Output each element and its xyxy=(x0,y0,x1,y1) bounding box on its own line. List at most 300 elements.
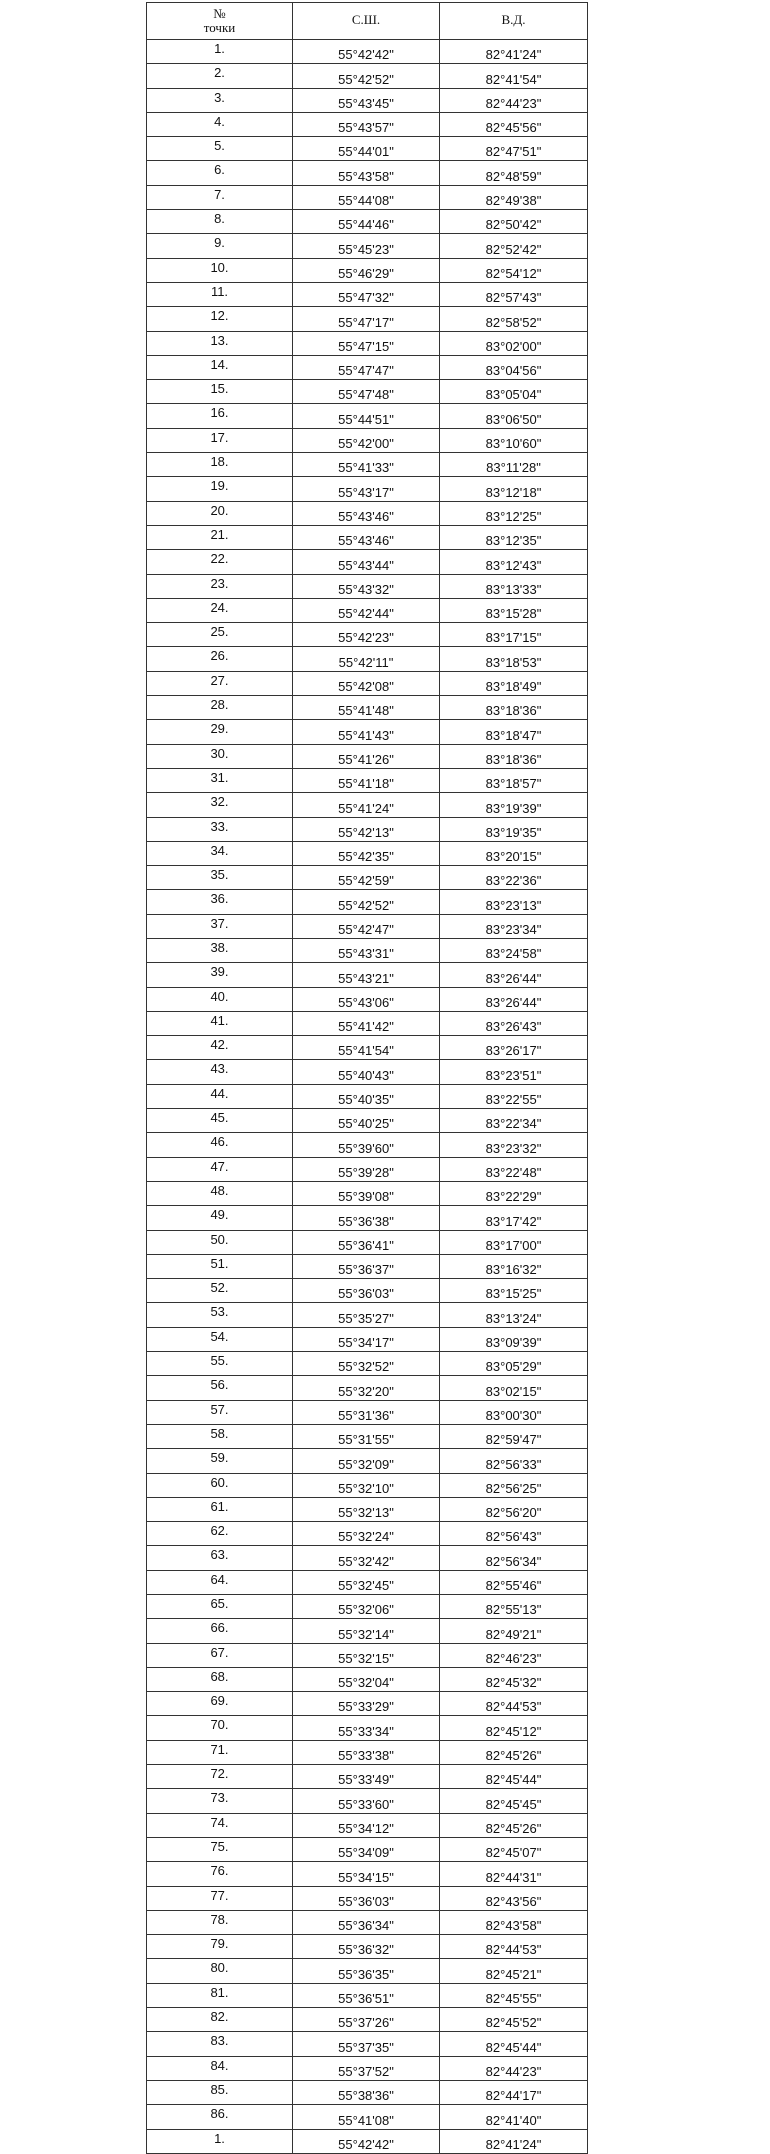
table-row xyxy=(147,355,588,379)
table-row xyxy=(147,1206,588,1230)
table-row xyxy=(147,817,588,841)
latitude-cell: 55°43'44" xyxy=(293,550,440,574)
point-number-cell: 17. xyxy=(147,428,293,452)
longitude-cell: 83°26'44" xyxy=(440,963,588,987)
point-number-cell: 45. xyxy=(147,1109,293,1133)
longitude-cell: 83°15'25" xyxy=(440,1279,588,1303)
table-row xyxy=(147,453,588,477)
latitude-cell: 55°40'25" xyxy=(293,1109,440,1133)
point-number-cell: 78. xyxy=(147,1910,293,1934)
point-number-cell: 86. xyxy=(147,2105,293,2129)
latitude-cell: 55°35'27" xyxy=(293,1303,440,1327)
longitude-cell: 82°41'54" xyxy=(440,64,588,88)
point-number-cell: 28. xyxy=(147,696,293,720)
latitude-cell: 55°43'17" xyxy=(293,477,440,501)
latitude-cell: 55°42'59" xyxy=(293,866,440,890)
point-number-cell: 12. xyxy=(147,307,293,331)
point-number-cell: 60. xyxy=(147,1473,293,1497)
point-number-cell: 18. xyxy=(147,453,293,477)
latitude-cell: 55°37'26" xyxy=(293,2008,440,2032)
latitude-cell: 55°47'15" xyxy=(293,331,440,355)
latitude-cell: 55°32'15" xyxy=(293,1643,440,1667)
latitude-cell: 55°41'08" xyxy=(293,2105,440,2129)
longitude-cell: 82°49'38" xyxy=(440,185,588,209)
point-number-cell: 16. xyxy=(147,404,293,428)
table-row xyxy=(147,1619,588,1643)
latitude-cell: 55°42'42" xyxy=(293,2129,440,2153)
longitude-cell: 83°26'43" xyxy=(440,1011,588,1035)
point-number-cell: 58. xyxy=(147,1424,293,1448)
point-number-cell: 30. xyxy=(147,744,293,768)
point-number-cell: 49. xyxy=(147,1206,293,1230)
point-number-cell: 1. xyxy=(147,40,293,64)
latitude-cell: 55°36'37" xyxy=(293,1254,440,1278)
point-number-cell: 24. xyxy=(147,598,293,622)
longitude-cell: 82°52'42" xyxy=(440,234,588,258)
point-number-cell: 83. xyxy=(147,2032,293,2056)
latitude-cell: 55°43'46" xyxy=(293,501,440,525)
latitude-cell: 55°39'28" xyxy=(293,1157,440,1181)
point-number-cell: 67. xyxy=(147,1643,293,1667)
latitude-cell: 55°32'06" xyxy=(293,1595,440,1619)
table-row xyxy=(147,1352,588,1376)
latitude-cell: 55°33'29" xyxy=(293,1692,440,1716)
longitude-cell: 82°49'21" xyxy=(440,1619,588,1643)
table-row xyxy=(147,793,588,817)
point-number-cell: 84. xyxy=(147,2056,293,2080)
table-row xyxy=(147,1133,588,1157)
table-row xyxy=(147,744,588,768)
table-row xyxy=(147,1667,588,1691)
point-number-cell: 36. xyxy=(147,890,293,914)
header-row xyxy=(147,3,588,40)
latitude-cell: 55°44'46" xyxy=(293,210,440,234)
longitude-cell: 82°45'55" xyxy=(440,1983,588,2007)
latitude-cell: 55°41'42" xyxy=(293,1011,440,1035)
latitude-cell: 55°32'42" xyxy=(293,1546,440,1570)
point-number-cell: 80. xyxy=(147,1959,293,1983)
point-number-cell: 39. xyxy=(147,963,293,987)
table-row xyxy=(147,574,588,598)
table-row xyxy=(147,282,588,306)
longitude-cell: 82°54'12" xyxy=(440,258,588,282)
point-number-cell: 9. xyxy=(147,234,293,258)
longitude-cell: 83°15'28" xyxy=(440,598,588,622)
point-number-cell: 27. xyxy=(147,671,293,695)
longitude-cell: 83°23'34" xyxy=(440,914,588,938)
longitude-cell: 83°18'36" xyxy=(440,744,588,768)
point-number-cell: 34. xyxy=(147,841,293,865)
longitude-cell: 83°23'13" xyxy=(440,890,588,914)
latitude-cell: 55°47'17" xyxy=(293,307,440,331)
longitude-cell: 83°22'55" xyxy=(440,1084,588,1108)
table-row xyxy=(147,1376,588,1400)
table-row xyxy=(147,550,588,574)
point-number-cell: 46. xyxy=(147,1133,293,1157)
longitude-cell: 83°24'58" xyxy=(440,938,588,962)
latitude-cell: 55°41'18" xyxy=(293,768,440,792)
longitude-cell: 83°12'35" xyxy=(440,525,588,549)
point-number-header-label: точки xyxy=(203,20,236,35)
latitude-cell: 55°36'32" xyxy=(293,1935,440,1959)
point-number-cell: 19. xyxy=(147,477,293,501)
table-row xyxy=(147,623,588,647)
point-number-cell: 23. xyxy=(147,574,293,598)
point-number-cell: 33. xyxy=(147,817,293,841)
point-number-cell: 55. xyxy=(147,1352,293,1376)
table-row xyxy=(147,1230,588,1254)
longitude-cell: 83°10'60" xyxy=(440,428,588,452)
point-number-cell: 50. xyxy=(147,1230,293,1254)
point-number-cell: 43. xyxy=(147,1060,293,1084)
table-row xyxy=(147,525,588,549)
table-row xyxy=(147,137,588,161)
table-row xyxy=(147,720,588,744)
table-row xyxy=(147,1959,588,1983)
longitude-cell: 83°12'25" xyxy=(440,501,588,525)
point-number-cell: 4. xyxy=(147,112,293,136)
longitude-cell: 82°45'26" xyxy=(440,1740,588,1764)
table-row xyxy=(147,1060,588,1084)
longitude-cell: 82°44'23" xyxy=(440,2056,588,2080)
longitude-cell: 82°59'47" xyxy=(440,1424,588,1448)
longitude-cell: 83°26'17" xyxy=(440,1036,588,1060)
longitude-cell: 83°11'28" xyxy=(440,453,588,477)
point-number-cell: 77. xyxy=(147,1886,293,1910)
point-number-cell: 41. xyxy=(147,1011,293,1035)
table-row xyxy=(147,841,588,865)
latitude-cell: 55°34'09" xyxy=(293,1837,440,1861)
longitude-cell: 83°17'00" xyxy=(440,1230,588,1254)
table-row xyxy=(147,2032,588,2056)
latitude-cell: 55°32'45" xyxy=(293,1570,440,1594)
longitude-cell: 83°02'15" xyxy=(440,1376,588,1400)
table-row xyxy=(147,1886,588,1910)
latitude-cell: 55°33'38" xyxy=(293,1740,440,1764)
longitude-cell: 82°41'24" xyxy=(440,2129,588,2153)
point-number-cell: 52. xyxy=(147,1279,293,1303)
table-row xyxy=(147,307,588,331)
latitude-cell: 55°32'10" xyxy=(293,1473,440,1497)
latitude-cell: 55°42'08" xyxy=(293,671,440,695)
point-number-cell: 66. xyxy=(147,1619,293,1643)
latitude-cell: 55°42'13" xyxy=(293,817,440,841)
table-row xyxy=(147,2105,588,2129)
latitude-cell: 55°31'36" xyxy=(293,1400,440,1424)
point-number-cell: 57. xyxy=(147,1400,293,1424)
point-number-cell: 71. xyxy=(147,1740,293,1764)
latitude-cell: 55°32'20" xyxy=(293,1376,440,1400)
table-body xyxy=(147,40,588,2154)
table-row xyxy=(147,598,588,622)
table-row xyxy=(147,1813,588,1837)
latitude-cell: 55°36'51" xyxy=(293,1983,440,2007)
table-row xyxy=(147,185,588,209)
table-row xyxy=(147,2008,588,2032)
latitude-cell: 55°40'35" xyxy=(293,1084,440,1108)
longitude-header: В.Д. xyxy=(440,3,588,40)
longitude-cell: 82°45'12" xyxy=(440,1716,588,1740)
longitude-cell: 82°56'43" xyxy=(440,1522,588,1546)
table-row xyxy=(147,1570,588,1594)
longitude-cell: 82°56'20" xyxy=(440,1497,588,1521)
point-number-cell: 53. xyxy=(147,1303,293,1327)
point-number-cell: 2. xyxy=(147,64,293,88)
latitude-cell: 55°41'33" xyxy=(293,453,440,477)
latitude-cell: 55°42'00" xyxy=(293,428,440,452)
point-number-cell: 51. xyxy=(147,1254,293,1278)
longitude-cell: 83°04'56" xyxy=(440,355,588,379)
table-row xyxy=(147,1036,588,1060)
longitude-cell: 83°18'53" xyxy=(440,647,588,671)
table-row xyxy=(147,40,588,64)
longitude-cell: 82°58'52" xyxy=(440,307,588,331)
longitude-cell: 83°17'42" xyxy=(440,1206,588,1230)
longitude-cell: 82°56'34" xyxy=(440,1546,588,1570)
longitude-cell: 83°22'29" xyxy=(440,1181,588,1205)
point-number-cell: 21. xyxy=(147,525,293,549)
latitude-cell: 55°42'42" xyxy=(293,40,440,64)
point-number-cell: 7. xyxy=(147,185,293,209)
latitude-cell: 55°43'21" xyxy=(293,963,440,987)
longitude-cell: 83°00'30" xyxy=(440,1400,588,1424)
point-number-cell: 3. xyxy=(147,88,293,112)
latitude-cell: 55°34'15" xyxy=(293,1862,440,1886)
point-number-cell: 40. xyxy=(147,987,293,1011)
latitude-cell: 55°41'54" xyxy=(293,1036,440,1060)
latitude-cell: 55°42'35" xyxy=(293,841,440,865)
latitude-cell: 55°32'24" xyxy=(293,1522,440,1546)
point-number-cell: 35. xyxy=(147,866,293,890)
latitude-cell: 55°43'06" xyxy=(293,987,440,1011)
table-row xyxy=(147,234,588,258)
table-row xyxy=(147,1497,588,1521)
point-number-cell: 81. xyxy=(147,1983,293,2007)
longitude-cell: 83°18'47" xyxy=(440,720,588,744)
point-number-cell: 76. xyxy=(147,1862,293,1886)
point-number-cell: 85. xyxy=(147,2080,293,2104)
point-number-cell: 15. xyxy=(147,380,293,404)
point-number-cell: 44. xyxy=(147,1084,293,1108)
longitude-cell: 82°56'25" xyxy=(440,1473,588,1497)
table-row xyxy=(147,2056,588,2080)
table-row xyxy=(147,64,588,88)
table-row xyxy=(147,1643,588,1667)
table-row xyxy=(147,210,588,234)
point-number-cell: 65. xyxy=(147,1595,293,1619)
table-row xyxy=(147,890,588,914)
latitude-cell: 55°44'01" xyxy=(293,137,440,161)
latitude-cell: 55°32'14" xyxy=(293,1619,440,1643)
point-number-cell: 70. xyxy=(147,1716,293,1740)
point-number-cell: 22. xyxy=(147,550,293,574)
longitude-cell: 83°18'49" xyxy=(440,671,588,695)
table-row xyxy=(147,112,588,136)
table-row xyxy=(147,2129,588,2153)
table-row xyxy=(147,1157,588,1181)
latitude-cell: 55°43'57" xyxy=(293,112,440,136)
latitude-cell: 55°44'08" xyxy=(293,185,440,209)
longitude-cell: 82°57'43" xyxy=(440,282,588,306)
latitude-cell: 55°43'32" xyxy=(293,574,440,598)
longitude-cell: 83°13'33" xyxy=(440,574,588,598)
longitude-cell: 82°41'40" xyxy=(440,2105,588,2129)
longitude-cell: 82°44'53" xyxy=(440,1692,588,1716)
latitude-cell: 55°41'24" xyxy=(293,793,440,817)
longitude-cell: 83°16'32" xyxy=(440,1254,588,1278)
latitude-cell: 55°37'35" xyxy=(293,2032,440,2056)
point-number-cell: 31. xyxy=(147,768,293,792)
table-row xyxy=(147,1011,588,1035)
latitude-cell: 55°45'23" xyxy=(293,234,440,258)
latitude-cell: 55°36'03" xyxy=(293,1279,440,1303)
longitude-cell: 82°45'44" xyxy=(440,2032,588,2056)
latitude-cell: 55°42'11" xyxy=(293,647,440,671)
point-number-cell: 63. xyxy=(147,1546,293,1570)
latitude-cell: 55°36'34" xyxy=(293,1910,440,1934)
longitude-cell: 83°19'35" xyxy=(440,817,588,841)
table-row xyxy=(147,1109,588,1133)
longitude-cell: 82°45'52" xyxy=(440,2008,588,2032)
table-row xyxy=(147,501,588,525)
longitude-cell: 83°22'34" xyxy=(440,1109,588,1133)
table-row xyxy=(147,647,588,671)
latitude-cell: 55°36'03" xyxy=(293,1886,440,1910)
point-number-cell: 62. xyxy=(147,1522,293,1546)
point-number-header xyxy=(147,3,293,40)
latitude-cell: 55°43'45" xyxy=(293,88,440,112)
point-number-cell: 10. xyxy=(147,258,293,282)
longitude-cell: 82°45'32" xyxy=(440,1667,588,1691)
latitude-cell: 55°42'52" xyxy=(293,890,440,914)
longitude-cell: 82°44'53" xyxy=(440,1935,588,1959)
point-number-cell: 64. xyxy=(147,1570,293,1594)
point-number-cell: 20. xyxy=(147,501,293,525)
table-row xyxy=(147,258,588,282)
point-number-cell: 47. xyxy=(147,1157,293,1181)
longitude-cell: 82°47'51" xyxy=(440,137,588,161)
longitude-cell: 83°05'29" xyxy=(440,1352,588,1376)
point-number-cell: 68. xyxy=(147,1667,293,1691)
longitude-cell: 82°55'13" xyxy=(440,1595,588,1619)
point-number-cell: 48. xyxy=(147,1181,293,1205)
point-number-cell: 37. xyxy=(147,914,293,938)
longitude-cell: 83°09'39" xyxy=(440,1327,588,1351)
point-number-cell: 38. xyxy=(147,938,293,962)
latitude-cell: 55°42'44" xyxy=(293,598,440,622)
table-row xyxy=(147,987,588,1011)
longitude-cell: 82°45'26" xyxy=(440,1813,588,1837)
table-row xyxy=(147,88,588,112)
latitude-cell: 55°43'46" xyxy=(293,525,440,549)
longitude-cell: 83°23'51" xyxy=(440,1060,588,1084)
longitude-cell: 82°45'21" xyxy=(440,1959,588,1983)
point-number-cell: 61. xyxy=(147,1497,293,1521)
latitude-cell: 55°47'48" xyxy=(293,380,440,404)
latitude-cell: 55°41'26" xyxy=(293,744,440,768)
longitude-cell: 82°55'46" xyxy=(440,1570,588,1594)
longitude-cell: 83°12'18" xyxy=(440,477,588,501)
longitude-cell: 82°43'56" xyxy=(440,1886,588,1910)
longitude-cell: 83°13'24" xyxy=(440,1303,588,1327)
point-number-cell: 69. xyxy=(147,1692,293,1716)
table-row xyxy=(147,1400,588,1424)
latitude-cell: 55°36'41" xyxy=(293,1230,440,1254)
table-header xyxy=(147,3,588,40)
latitude-cell: 55°33'34" xyxy=(293,1716,440,1740)
longitude-cell: 83°12'43" xyxy=(440,550,588,574)
table-row xyxy=(147,768,588,792)
table-row xyxy=(147,428,588,452)
table-row xyxy=(147,914,588,938)
latitude-cell: 55°40'43" xyxy=(293,1060,440,1084)
table-row xyxy=(147,1862,588,1886)
latitude-cell: 55°39'08" xyxy=(293,1181,440,1205)
point-number-cell: 56. xyxy=(147,1376,293,1400)
latitude-cell: 55°33'60" xyxy=(293,1789,440,1813)
point-number-cell: 25. xyxy=(147,623,293,647)
latitude-cell: 55°47'47" xyxy=(293,355,440,379)
table-row xyxy=(147,1789,588,1813)
table-row xyxy=(147,2080,588,2104)
table-row xyxy=(147,331,588,355)
point-number-cell: 5. xyxy=(147,137,293,161)
point-number-cell: 1. xyxy=(147,2129,293,2153)
latitude-cell: 55°42'52" xyxy=(293,64,440,88)
latitude-cell: 55°32'13" xyxy=(293,1497,440,1521)
table-row xyxy=(147,696,588,720)
table-row xyxy=(147,161,588,185)
table-row xyxy=(147,1522,588,1546)
longitude-cell: 82°45'07" xyxy=(440,1837,588,1861)
point-number-cell: 32. xyxy=(147,793,293,817)
longitude-cell: 83°23'32" xyxy=(440,1133,588,1157)
longitude-cell: 82°46'23" xyxy=(440,1643,588,1667)
latitude-cell: 55°34'12" xyxy=(293,1813,440,1837)
point-number-cell: 74. xyxy=(147,1813,293,1837)
point-number-cell: 14. xyxy=(147,355,293,379)
longitude-cell: 82°44'17" xyxy=(440,2080,588,2104)
latitude-cell: 55°47'32" xyxy=(293,282,440,306)
table-row xyxy=(147,1910,588,1934)
longitude-cell: 83°02'00" xyxy=(440,331,588,355)
table-row xyxy=(147,1424,588,1448)
table-row xyxy=(147,1181,588,1205)
latitude-cell: 55°36'38" xyxy=(293,1206,440,1230)
longitude-cell: 82°41'24" xyxy=(440,40,588,64)
longitude-cell: 82°45'44" xyxy=(440,1765,588,1789)
latitude-cell: 55°41'43" xyxy=(293,720,440,744)
longitude-cell: 83°19'39" xyxy=(440,793,588,817)
latitude-cell: 55°46'29" xyxy=(293,258,440,282)
latitude-cell: 55°34'17" xyxy=(293,1327,440,1351)
longitude-cell: 83°26'44" xyxy=(440,987,588,1011)
table-row xyxy=(147,1303,588,1327)
table-row xyxy=(147,1692,588,1716)
table-row xyxy=(147,671,588,695)
point-number-cell: 26. xyxy=(147,647,293,671)
table-row xyxy=(147,404,588,428)
latitude-cell: 55°38'36" xyxy=(293,2080,440,2104)
point-number-cell: 82. xyxy=(147,2008,293,2032)
point-number-cell: 11. xyxy=(147,282,293,306)
point-number-cell: 72. xyxy=(147,1765,293,1789)
table-row xyxy=(147,1765,588,1789)
point-number-header-symbol: № xyxy=(213,6,226,21)
point-number-cell: 59. xyxy=(147,1449,293,1473)
longitude-cell: 83°17'15" xyxy=(440,623,588,647)
latitude-cell: 55°43'58" xyxy=(293,161,440,185)
